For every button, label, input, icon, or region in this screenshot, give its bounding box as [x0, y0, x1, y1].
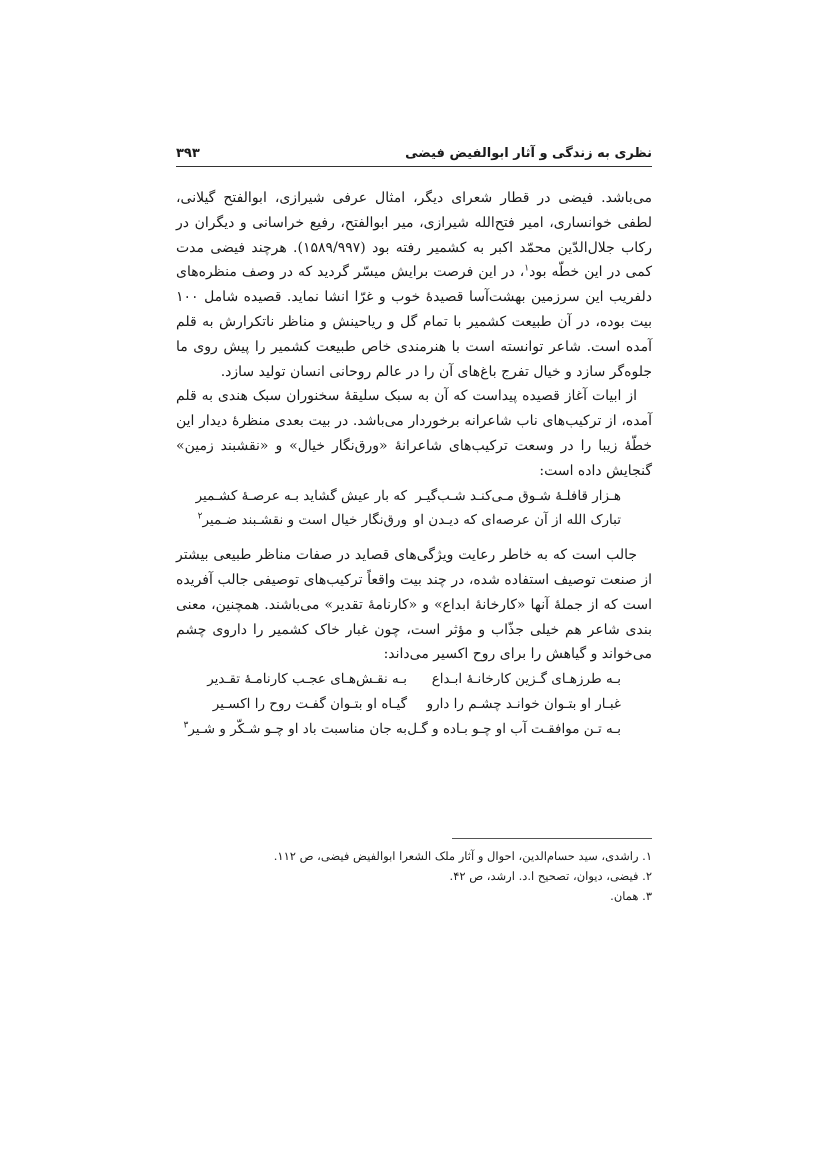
- couplet: [176, 488, 652, 513]
- hemistich-first: تبارک الله از آن عرصه‌ای که دیـدن او: [413, 512, 621, 529]
- hemistich-second-text: به جان مناسبت باد او چـو شـکّر و شـیر: [188, 720, 407, 737]
- paragraph-1-continuation: ، در این فرصت برایش میسّر گردید که در وصف منظره‌های دلفریب این سرزمین بهشت‌آسا قصیدهٔ خوب و غرّا انشا نماید. قصیده شامل ۱۰۰ بیت بوده، در آن طبیعت کشمیر با تمام گل و ریاحینش و مناظر ناتکرارش به قلم آمده است. شاعر توانسته است با هنرمندی خاص طبیعت کشمیر را پیش روی ما جلوه‌گر سازد و خیال تفرج باغ‌های آن را در عالم روحانی انسان تولید سازد.: [176, 264, 652, 380]
- running-header: [176, 140, 652, 166]
- footnote-ref-2: ۲: [197, 511, 203, 522]
- hemistich-second-text: بـه نقـش‌هـای عجـب کارنامـهٔ تقـدیر: [207, 671, 407, 688]
- body-text: [176, 186, 652, 752]
- header-rule: [176, 166, 652, 167]
- hemistich-second-text: که بار عیش گشاید بـه عرصـهٔ کشـمیر: [195, 487, 407, 504]
- hemistich-second: [198, 512, 407, 528]
- hemistich-first: غبـار او بتـوان خوانـد چشـم را دارو: [426, 695, 621, 712]
- hemistich-second: [207, 671, 407, 687]
- hemistich-second: [213, 696, 407, 712]
- paragraph-2: از ابیات آغاز قصیده پیداست که آن به سبک سلیقهٔ سخنوران سبک هندی به قلم آمده، از ترکیب‌های ناب شاعرانه برخوردار می‌باشد. در بیت بعدی منظرهٔ دیدار این خطّهٔ زیبا را در وسعت ترکیب‌های شاعرانهٔ «ورق‌نگار خیال» و «نقشبند زمین» گنجایش داده است:: [176, 388, 652, 479]
- footnote-1: ۱. راشدی، سید حسام‌الدین، احوال و آثار ملک الشعرا ابوالفیض فیضی، ص ۱۱۲.: [273, 849, 652, 863]
- footnote-3: ۳. همان.: [610, 889, 652, 903]
- footnotes: [176, 846, 652, 906]
- footnote-ref-3: ۳: [183, 720, 189, 731]
- couplet: [176, 721, 652, 746]
- footnote-ref-1: ۱: [524, 263, 530, 274]
- couplet: [176, 671, 652, 696]
- verse-block-2: [176, 671, 652, 745]
- hemistich-first: هـزار قافلـهٔ شـوق مـی‌کنـد شـب‌گیـر: [415, 487, 621, 504]
- hemistich-second: [196, 488, 407, 504]
- couplet: [176, 512, 652, 537]
- paragraph-3: جالب است که به خاطر رعایت ویژگی‌های قصاید در صفات مناظر طبیعی بیشتر از صنعت توصیف استفاده شده، در چند بیت واقعاً ترکیب‌های توصیفی جالب آفریده است که از جملهٔ آنها «کارخانهٔ ابداع» و «کارنامهٔ تقدیر» می‌باشند. همچنین، معنی بندی شاعر هم خیلی جذّاب و مؤثر است، چون غبار خاک کشمیر را داروی چشم می‌خواند و گیاهش را برای روح اکسیر می‌داند:: [176, 547, 652, 663]
- verse-block-1: [176, 488, 652, 538]
- paragraph-1: [176, 186, 652, 384]
- footnote-rule: [452, 838, 652, 839]
- hemistich-first: بـه تـن موافقـت آب او چـو بـاده و گـل: [407, 720, 621, 737]
- page-number: ۳۹۳: [176, 146, 200, 161]
- couplet: [176, 696, 652, 721]
- paragraph-1-text: می‌باشد. فیضی در قطار شعرای دیگر، امثال عرفی شیرازی، ابوالفتح گیلانی، لطفی خوانساری، امیر فتح‌الله شیرازی، میر ابوالفتح، رفیع خراسانی و دیگران در رکاب جلال‌الدّین محمّد اکبر به کشمیر رفته بود (۱۵۸۹/۹۹۷). هرچند فیضی مدت کمی در این خطّه بود: [176, 190, 652, 281]
- running-title: نظری به زندگی و آثار ابوالفیض فیضی: [405, 146, 652, 161]
- hemistich-second-text: ورق‌نگار خیال است و نقشـبند ضـمیر: [202, 512, 407, 529]
- footnote-2: ۲. فیضی، دیوان، تصحیح ا.د. ارشد، ص ۴۲.: [449, 869, 652, 883]
- hemistich-second-text: گیـاه او بتـوان گفـت روح را اکسـیر: [212, 695, 407, 712]
- hemistich-second: [183, 721, 407, 737]
- hemistich-first: بـه طرزهـای گـزین کارخانـهٔ ابـداع: [431, 671, 621, 688]
